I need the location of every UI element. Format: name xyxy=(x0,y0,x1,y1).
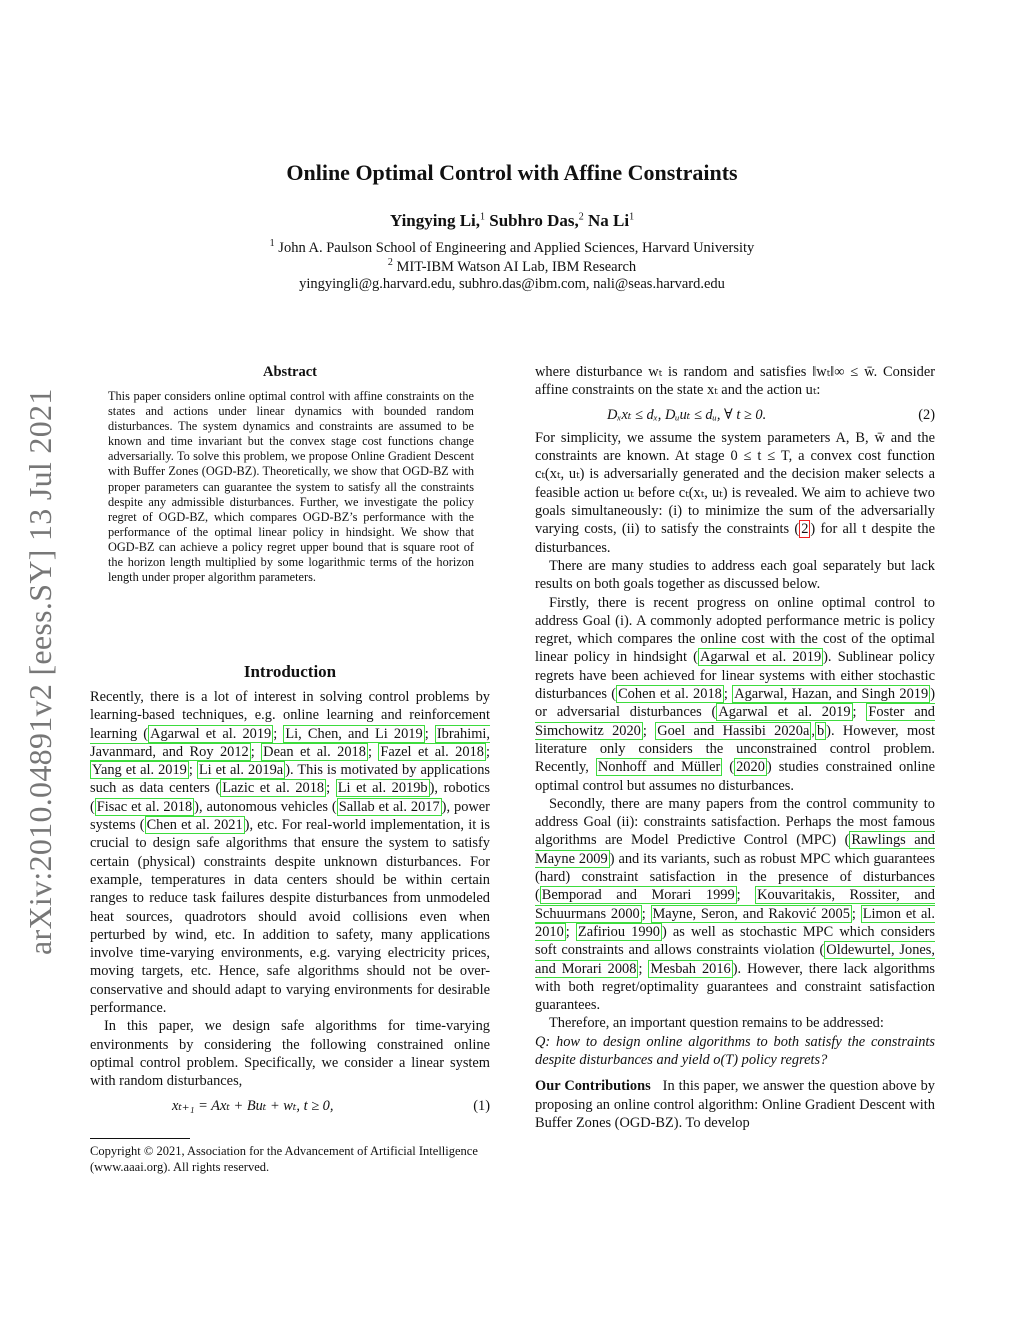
author-3: Na Li xyxy=(587,211,630,230)
paper-title: Online Optimal Control with Affine Constraints xyxy=(286,160,738,185)
citation-link[interactable]: Chen et al. 2021 xyxy=(146,817,243,834)
citation-link[interactable]: b xyxy=(816,722,825,739)
text-run: ; xyxy=(250,743,262,760)
author-emails: yingyingli@g.harvard.edu, subhro.das@ibm.com, nali@seas.harvard.edu xyxy=(299,276,725,292)
text-run: ). Sublinear policy regrets have been achieved for linear systems with either stochastic disturbances ( xyxy=(535,649,935,703)
citation-link[interactable]: Agarwal et al. 2019 xyxy=(150,725,272,742)
text-run: ), power systems ( xyxy=(90,798,490,834)
affiliation-2-text: MIT-IBM Watson AI Lab, IBM Research xyxy=(396,258,637,275)
text-run: ; xyxy=(485,743,490,760)
contributions-text: In this paper, we answer the question above by proposing an online control algorithm: Online Gradient Descent with Buffer Zones (OGD-BZ). To develop xyxy=(535,1078,935,1131)
citation-link[interactable]: Li et al. 2019a xyxy=(198,762,284,779)
citation-link[interactable]: Agarwal et al. 2019 xyxy=(699,649,822,666)
author-3-affil: 1 xyxy=(629,211,635,223)
right-paragraph-3: There are many studies to address each goal separately but lack results on both goals together as discussed below. xyxy=(535,557,935,593)
right-paragraph-1: where disturbance wₜ is random and satisfies ‖wₜ‖∞ ≤ w̄. Consider affine constraints on the state xₜ and the action uₜ: xyxy=(535,364,935,399)
citation-link[interactable]: Fazel et al. 2018 xyxy=(380,743,484,760)
equation-ref-link[interactable]: 2 xyxy=(801,521,809,538)
text-run: ; xyxy=(326,780,336,797)
citation-link[interactable]: Rawlings and Mayne 2009 xyxy=(535,832,935,867)
equation-1-number: (1) xyxy=(473,1097,490,1114)
citation-link[interactable]: Dean et al. 2018 xyxy=(263,743,366,760)
affiliation-1 xyxy=(0,238,1024,257)
text-run: , xyxy=(811,722,815,739)
citation-link[interactable]: 2020 xyxy=(736,759,765,776)
text-run: ; xyxy=(852,704,867,721)
text-run: For simplicity, we assume the system parameters A, B, w̄ and the constraints are known. At stage 0 ≤ t ≤ T, a convex cost function cₜ(xₜ, uₜ) is adversarially generated and the decision maker selects a feasible action uₜ before cₜ(xₜ, uₜ) is revealed. We aim to achieve two goals simultaneously: (i) to minimize the sum of the adversarially varying costs, (ii) to satisfy the constraints ( xyxy=(535,429,935,538)
citation-link[interactable]: Agarwal, Hazan, and Singh 2019 xyxy=(734,686,929,703)
equation-2-number: (2) xyxy=(918,406,935,423)
citation-link[interactable]: Mesbah 2016 xyxy=(650,960,731,977)
citation-link[interactable]: Goel and Hassibi 2020a xyxy=(657,722,810,739)
right-column-body xyxy=(535,363,935,1132)
citation-link[interactable]: Sallab et al. 2017 xyxy=(338,798,440,815)
text-run: ), robotics ( xyxy=(90,780,490,815)
text-run: ). However, there lack algorithms with both regret/optimality guarantees and constraint satisfaction guarantees. xyxy=(535,960,936,1014)
text-run: ; xyxy=(851,905,861,922)
citation-link[interactable]: Oldewurtel, Jones, and Morari 2008 xyxy=(535,942,935,977)
text-run: ; xyxy=(723,686,733,703)
author-1-affil: 1 xyxy=(480,211,486,223)
abstract-text: This paper considers online optimal control with affine constraints on the states and actions under linear dynamics with bounded random disturbances. The system dynamics and constraints are assumed to be known and time invariant but the convex stage cost functions change adversarially. To solve this problem, we propose Online Gradient Descent with Buffer Zones (OGD-BZ). Theoretically, we show that OGD-BZ with proper parameters can guarantee the system to satisfy all the constraints despite any admissible disturbances. Further, we investigate the policy regret of OGD-BZ, which compares OGD-BZ’s performance with the performance of the optimal linear policy in hindsight. We show that OGD-BZ can achieve a policy regret upper bound that is square root of the horizon length multiplied by some logarithmic terms of the horizon length under proper algorithm parameters. xyxy=(108,389,474,585)
equation-1-body: xₜ₊₁ = Axₜ + Buₜ + wₜ, t ≥ 0, xyxy=(172,1097,334,1114)
citation-link[interactable]: Yang et al. 2019 xyxy=(92,762,187,779)
text-run: ), autonomous vehicles ( xyxy=(194,798,337,815)
right-paragraph-2 xyxy=(535,429,935,557)
author-2: Subhro Das, xyxy=(489,211,579,230)
affiliation-1-text: John A. Paulson School of Engineering and Applied Sciences, Harvard University xyxy=(278,239,755,256)
equation-1 xyxy=(90,1097,490,1115)
intro-paragraph-1 xyxy=(90,688,490,1017)
text-run: ) and its variants, such as robust MPC which guarantees (hard) constraint satisfaction in the presence of disturbances ( xyxy=(535,850,935,904)
author-list xyxy=(0,211,1024,231)
affiliation-1-sup: 1 xyxy=(269,238,275,249)
text-run: ; xyxy=(273,725,284,742)
citation-link[interactable]: Nonhoff and Müller xyxy=(597,759,721,776)
citation-link[interactable]: Zafiriou 1990 xyxy=(577,923,660,940)
citation-link[interactable]: Ibrahimi, Javanmard, and Roy 2012 xyxy=(90,725,490,760)
text-run: ) as well as stochastic MPC which considers soft constraints and allows constraints violation ( xyxy=(535,923,935,959)
left-column-body xyxy=(90,688,490,1120)
text-run: ; xyxy=(641,905,651,922)
text-run: Recently, there is a lot of interest in solving control problems by learning-based techniques, e.g. online learning and reinforcement learning ( xyxy=(90,689,490,742)
citation-link[interactable]: Kouvaritakis, Rossiter, and Schuurmans 2000 xyxy=(535,887,935,922)
right-paragraph-5 xyxy=(535,795,935,1015)
equation-2 xyxy=(535,406,935,424)
text-run: ; xyxy=(188,762,197,779)
text-run: ) or adversarial disturbances ( xyxy=(535,686,935,721)
research-question: Q: how to design online algorithms to both satisfy the constraints despite disturbances and yield o(T) policy regrets? xyxy=(535,1033,935,1068)
text-run: ; xyxy=(642,722,656,739)
contributions-paragraph xyxy=(535,1077,935,1132)
right-paragraph-4 xyxy=(535,594,935,795)
text-run: ) for all t despite the disturbances. xyxy=(535,521,935,556)
affiliation-2 xyxy=(0,257,1024,276)
citation-link[interactable]: Limon et al. 2010 xyxy=(535,905,936,940)
citation-link[interactable]: Bemporad and Morari 1999 xyxy=(541,887,735,904)
text-run: ; xyxy=(638,960,649,977)
copyright-footnote: Copyright © 2021, Association for the Advancement of Artificial Intelligence (www.aaai.org). All rights reserved. xyxy=(90,1144,478,1174)
footnote-rule xyxy=(90,1138,190,1139)
abstract-heading: Abstract xyxy=(263,364,317,380)
text-run: ). However, most literature only considers the unconstrained control problem. Recently, xyxy=(535,722,935,776)
contributions-heading: Our Contributions xyxy=(535,1078,651,1095)
equation-2-body: Dₓxₜ ≤ dₓ, Dᵤuₜ ≤ dᵤ, ∀ t ≥ 0. xyxy=(607,406,767,423)
text-run: ; xyxy=(565,923,576,940)
intro-paragraph-2: In this paper, we design safe algorithms for time-varying environments by considering the following constrained online optimal control problem. Specifically, we consider a linear system with random disturbances, xyxy=(90,1018,490,1090)
text-run: Firstly, there is recent progress on online optimal control to address Goal (i). A commonly adopted performance metric is policy regret, which compares the online cost with the cost of the optimal linear policy in hindsight ( xyxy=(535,594,935,666)
citation-link[interactable]: Li, Chen, and Li 2019 xyxy=(285,725,423,742)
citation-link[interactable]: Foster and Simchowitz 2020 xyxy=(535,704,935,739)
citation-link[interactable]: Mayne, Seron, and Raković 2005 xyxy=(652,905,850,922)
affiliation-2-sup: 2 xyxy=(387,257,393,268)
text-run: ; xyxy=(736,887,756,904)
text-run: ; xyxy=(367,743,379,760)
introduction-heading: Introduction xyxy=(243,662,337,681)
arxiv-identifier[interactable]: arXiv:2010.04891v2 [eess.SY] 13 Jul 2021 xyxy=(22,388,58,955)
text-run: ; xyxy=(424,725,435,742)
text-run: ). This is motivated by applications such as data centers ( xyxy=(90,762,490,797)
text-run: ), etc. For real-world implementation, it is crucial to design safe algorithms that ensure the system to satisfy certain (physical) constraints despite unknown disturbances. For example, temperatures in data centers should be within certain ranges to reduce task failures despite disturbances from unmodeled heat sources, quadrotors should avoid collisions even when perturbed by wind, etc. In addition to safety, many applications involve time-varying environments, e.g. varying electricity prices, moving targets, etc. Hence, safe algorithms should not be over-conservative and should adapt to varying environments for desirable performance. xyxy=(90,817,491,1017)
citation-link[interactable]: Cohen et al. 2018 xyxy=(618,686,722,703)
author-2-affil: 2 xyxy=(578,211,584,223)
citation-link[interactable]: Fisac et al. 2018 xyxy=(96,798,193,815)
text-run: ) studies constrained online optimal control but assumes no disturbances. xyxy=(535,759,935,794)
citation-link[interactable]: Lazic et al. 2018 xyxy=(222,780,325,797)
citation-link[interactable]: Agarwal et al. 2019 xyxy=(718,704,851,721)
right-paragraph-6: Therefore, an important question remains to be addressed: xyxy=(549,1015,884,1032)
text-run: Secondly, there are many papers from the control community to address Goal (ii): constraints satisfaction. Perhaps the most famous algorithms are Model Predictive Control (MPC) ( xyxy=(535,795,935,849)
citation-link[interactable]: Li et al. 2019b xyxy=(337,780,428,797)
author-1: Yingying Li, xyxy=(389,211,481,230)
text-run: ( xyxy=(722,759,735,776)
